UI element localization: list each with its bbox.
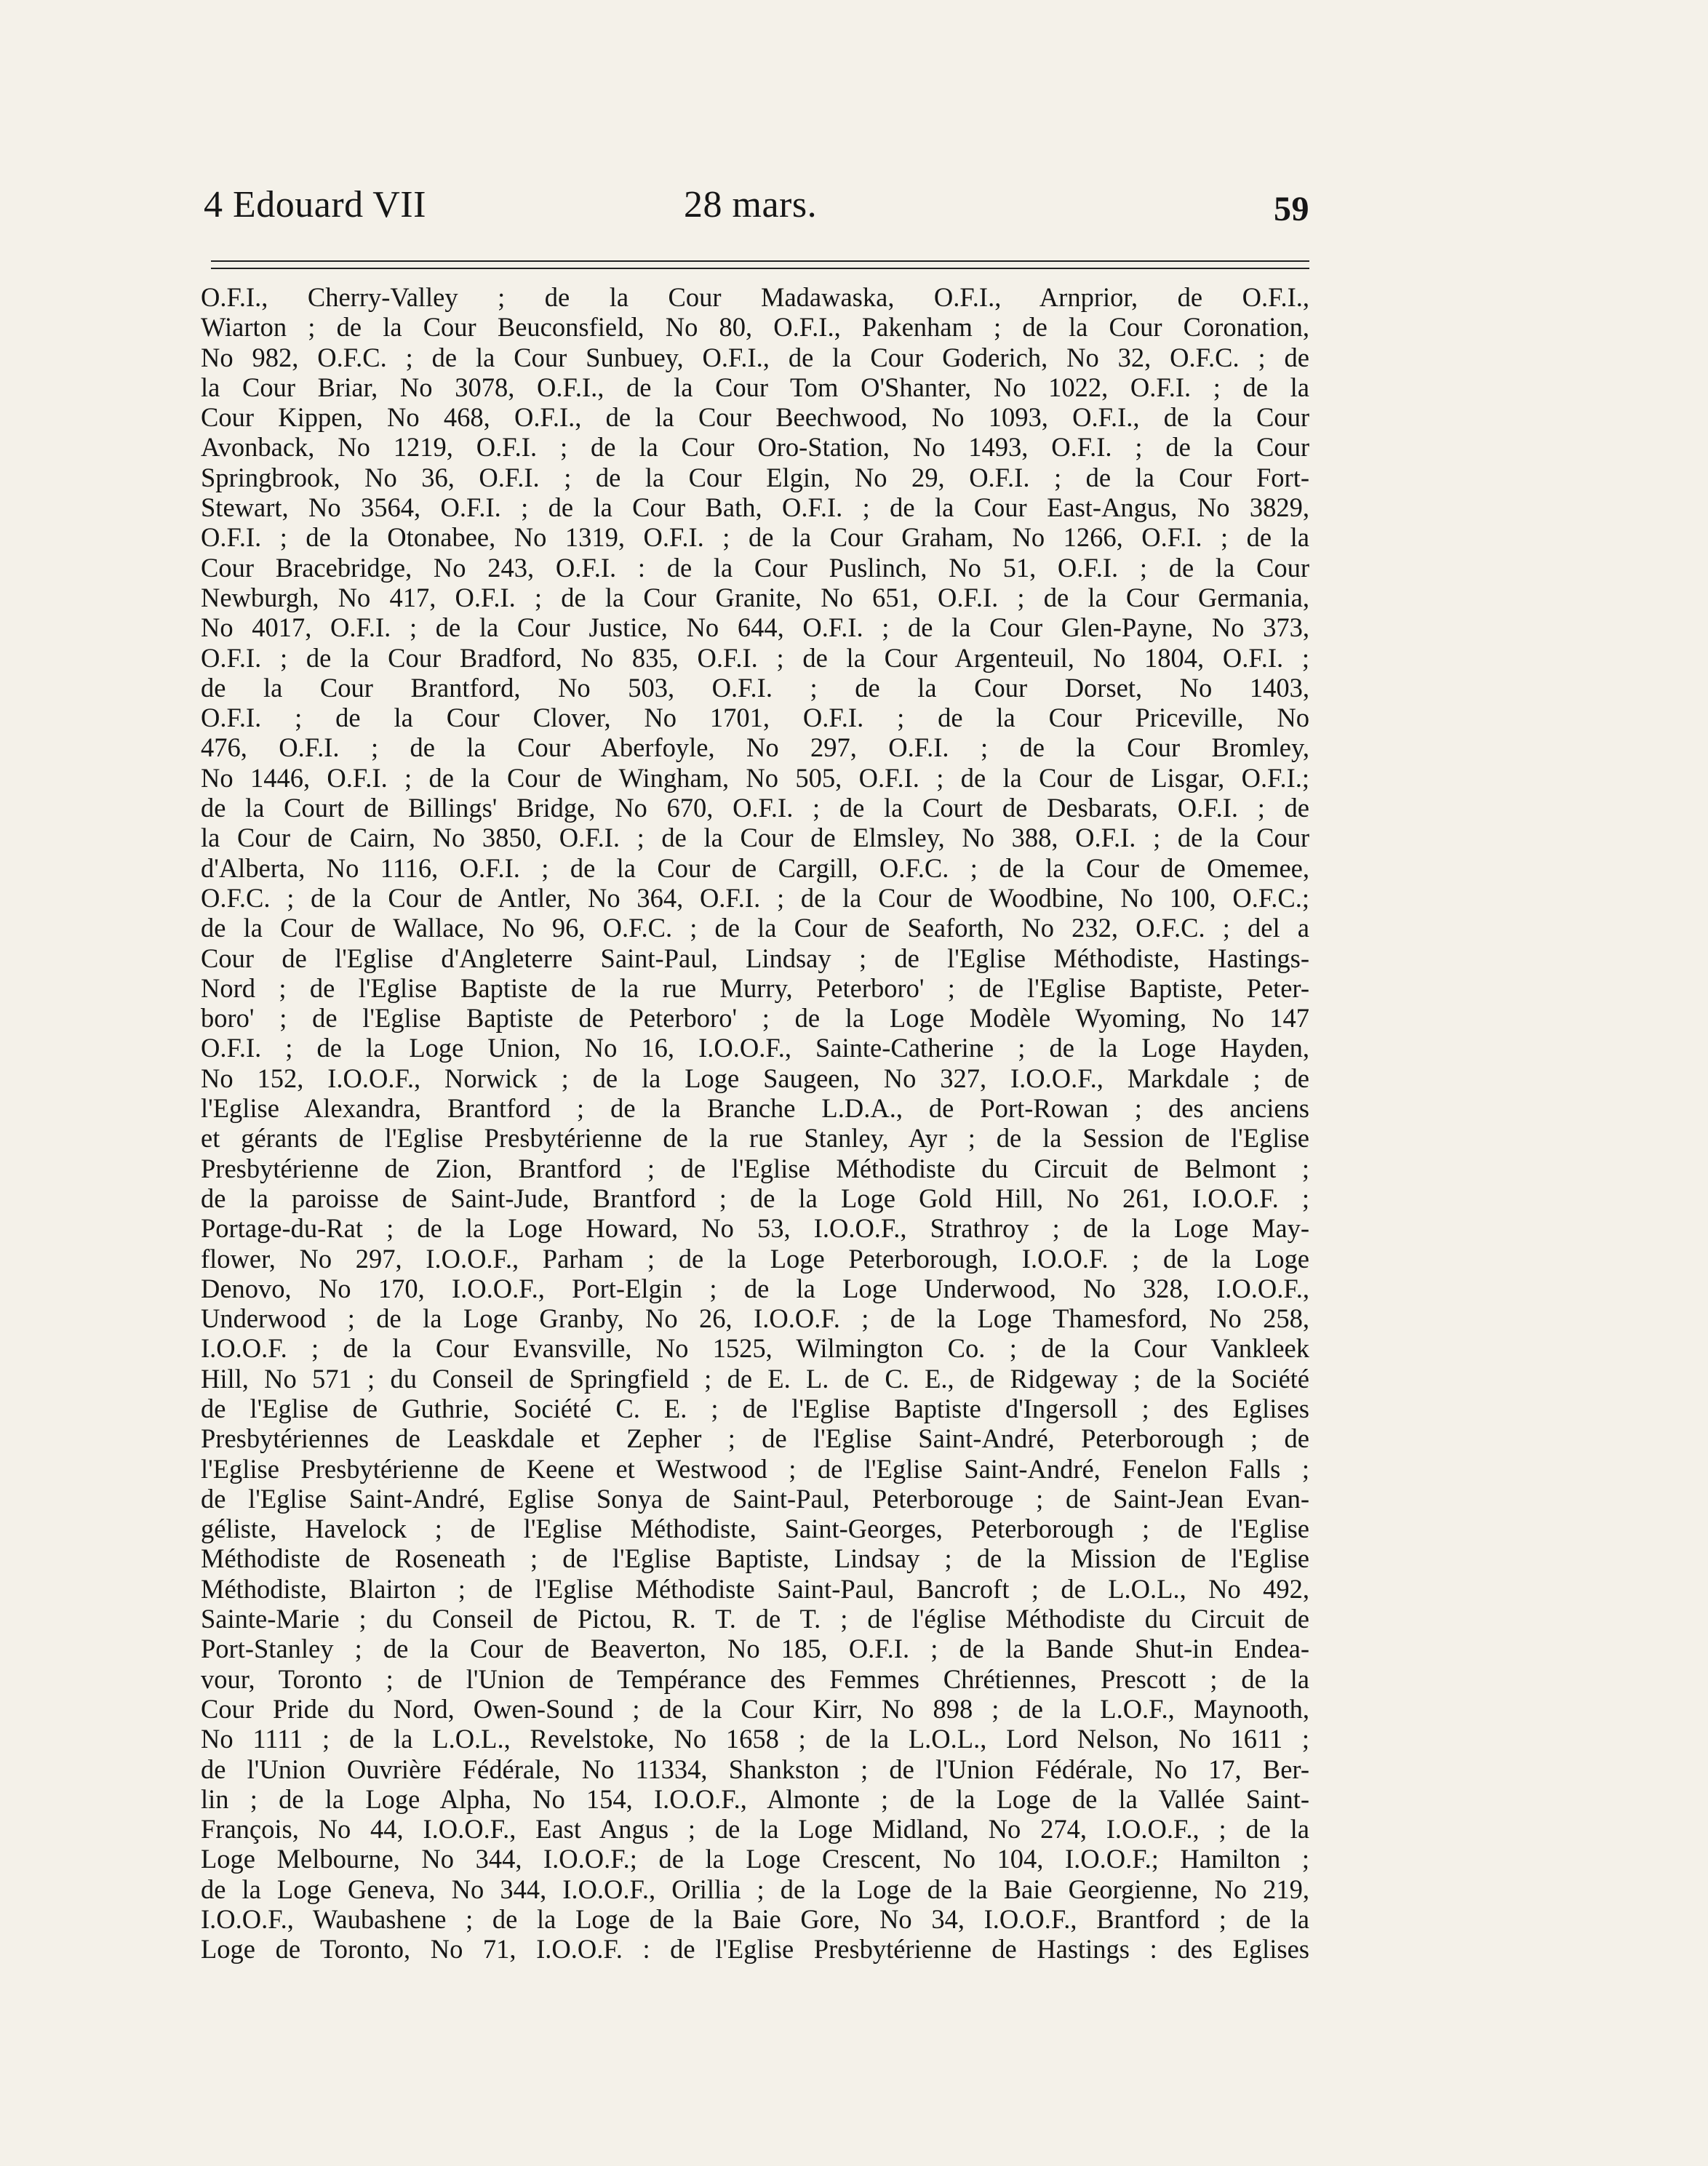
text-line: Loge Melbourne, No 344, I.O.O.F.; de la Loge Crescent, No 104, I.O.O.F.; Hamilton ; bbox=[201, 1844, 1309, 1874]
header-date: 28 mars. bbox=[684, 184, 818, 225]
text-line: la Cour Briar, No 3078, O.F.I., de la Cour Tom O'Shanter, No 1022, O.F.I. ; de la bbox=[201, 372, 1309, 402]
text-line: géliste, Havelock ; de l'Eglise Méthodiste, Saint-Georges, Peterborough ; de l'Eglise bbox=[201, 1514, 1309, 1544]
page-number: 59 bbox=[1274, 190, 1309, 228]
page-header bbox=[204, 183, 1309, 241]
text-line: de l'Union Ouvrière Fédérale, No 11334, Shankston ; de l'Union Fédérale, No 17, Ber- bbox=[201, 1754, 1309, 1784]
text-line: O.F.C. ; de la Cour de Antler, No 364, O.F.I. ; de la Cour de Woodbine, No 100, O.F.C.; bbox=[201, 882, 1309, 913]
text-line: No 152, I.O.O.F., Norwick ; de la Loge Saugeen, No 327, I.O.O.F., Markdale ; de bbox=[201, 1063, 1309, 1093]
text-line: No 4017, O.F.I. ; de la Cour Justice, No 644, O.F.I. ; de la Cour Glen-Payne, No 373, bbox=[201, 612, 1309, 643]
body-text bbox=[201, 282, 1309, 1965]
text-line: O.F.I., Cherry-Valley ; de la Cour Madawaska, O.F.I., Arnprior, de O.F.I., bbox=[201, 282, 1309, 312]
text-line: boro' ; de l'Eglise Baptiste de Peterboro' ; de la Loge Modèle Wyoming, No 147 bbox=[201, 1003, 1309, 1034]
text-line: No 1111 ; de la L.O.L., Revelstoke, No 1658 ; de la L.O.L., Lord Nelson, No 1611 ; bbox=[201, 1724, 1309, 1754]
text-line: Méthodiste de Roseneath ; de l'Eglise Baptiste, Lindsay ; de la Mission de l'Eglise bbox=[201, 1543, 1309, 1574]
text-line: de la Court de Billings' Bridge, No 670, O.F.I. ; de la Court de Desbarats, O.F.I. ; de bbox=[201, 793, 1309, 823]
text-line: et gérants de l'Eglise Presbytérienne de la rue Stanley, Ayr ; de la Session de l'Eglise bbox=[201, 1123, 1309, 1154]
text-line: de la Cour de Wallace, No 96, O.F.C. ; de la Cour de Seaforth, No 232, O.F.C. ; del a bbox=[201, 913, 1309, 943]
text-line: Sainte-Marie ; du Conseil de Pictou, R. T. de T. ; de l'église Méthodiste du Circuit de bbox=[201, 1604, 1309, 1634]
text-line: François, No 44, I.O.O.F., East Angus ; de la Loge Midland, No 274, I.O.O.F., ; de la bbox=[201, 1814, 1309, 1845]
text-line: Cour Bracebridge, No 243, O.F.I. : de la Cour Puslinch, No 51, O.F.I. ; de la Cour bbox=[201, 552, 1309, 583]
text-line: 476, O.F.I. ; de la Cour Aberfoyle, No 297, O.F.I. ; de la Cour Bromley, bbox=[201, 732, 1309, 763]
text-line: Presbytérienne de Zion, Brantford ; de l'Eglise Méthodiste du Circuit de Belmont ; bbox=[201, 1153, 1309, 1183]
text-line: lin ; de la Loge Alpha, No 154, I.O.O.F., Almonte ; de la Loge de la Vallée Saint- bbox=[201, 1783, 1309, 1814]
text-line: Avonback, No 1219, O.F.I. ; de la Cour Oro-Station, No 1493, O.F.I. ; de la Cour bbox=[201, 432, 1309, 463]
text-line: l'Eglise Presbytérienne de Keene et Westwood ; de l'Eglise Saint-André, Fenelon Falls ; bbox=[201, 1453, 1309, 1484]
text-line: I.O.O.F., Waubashene ; de la Loge de la Baie Gore, No 34, I.O.O.F., Brantford ; de la bbox=[201, 1904, 1309, 1935]
text-line: I.O.O.F. ; de la Cour Evansville, No 1525, Wilmington Co. ; de la Cour Vankleek bbox=[201, 1333, 1309, 1364]
text-line: Presbytériennes de Leaskdale et Zepher ; de l'Eglise Saint-André, Peterborough ; de bbox=[201, 1423, 1309, 1454]
text-line: Underwood ; de la Loge Granby, No 26, I.O.O.F. ; de la Loge Thamesford, No 258, bbox=[201, 1303, 1309, 1334]
text-line: Portage-du-Rat ; de la Loge Howard, No 53, I.O.O.F., Strathroy ; de la Loge May- bbox=[201, 1213, 1309, 1244]
text-line: O.F.I. ; de la Loge Union, No 16, I.O.O.F., Sainte-Catherine ; de la Loge Hayden, bbox=[201, 1033, 1309, 1063]
text-line: de la Cour Brantford, No 503, O.F.I. ; de la Cour Dorset, No 1403, bbox=[201, 672, 1309, 703]
text-line: Port-Stanley ; de la Cour de Beaverton, No 185, O.F.I. ; de la Bande Shut-in Endea- bbox=[201, 1634, 1309, 1664]
text-line: O.F.I. ; de la Cour Clover, No 1701, O.F.I. ; de la Cour Priceville, No bbox=[201, 703, 1309, 733]
text-line: Newburgh, No 417, O.F.I. ; de la Cour Granite, No 651, O.F.I. ; de la Cour Germania, bbox=[201, 582, 1309, 612]
text-line: de la Loge Geneva, No 344, I.O.O.F., Orillia ; de la Loge de la Baie Georgienne, No 219, bbox=[201, 1874, 1309, 1904]
text-line: de la paroisse de Saint-Jude, Brantford ; de la Loge Gold Hill, No 261, I.O.O.F. ; bbox=[201, 1183, 1309, 1213]
text-line: la Cour de Cairn, No 3850, O.F.I. ; de la Cour de Elmsley, No 388, O.F.I. ; de la Cour bbox=[201, 823, 1309, 853]
text-line: Méthodiste, Blairton ; de l'Eglise Méthodiste Saint-Paul, Bancroft ; de L.O.L., No 492, bbox=[201, 1573, 1309, 1604]
text-line: Loge de Toronto, No 71, I.O.O.F. : de l'Eglise Presbytérienne de Hastings : des Eglises bbox=[201, 1934, 1309, 1965]
text-line: vour, Toronto ; de l'Union de Tempérance des Femmes Chrétiennes, Prescott ; de la bbox=[201, 1663, 1309, 1694]
text-line: O.F.I. ; de la Otonabee, No 1319, O.F.I. ; de la Cour Graham, No 1266, O.F.I. ; de la bbox=[201, 522, 1309, 553]
text-line: No 1446, O.F.I. ; de la Cour de Wingham, No 505, O.F.I. ; de la Cour de Lisgar, O.F.I.; bbox=[201, 762, 1309, 793]
text-line: No 982, O.F.C. ; de la Cour Sunbuey, O.F.I., de la Cour Goderich, No 32, O.F.C. ; de bbox=[201, 342, 1309, 372]
text-line: Stewart, No 3564, O.F.I. ; de la Cour Bath, O.F.I. ; de la Cour East-Angus, No 3829, bbox=[201, 492, 1309, 523]
text-line: Cour Pride du Nord, Owen-Sound ; de la Cour Kirr, No 898 ; de la L.O.F., Maynooth, bbox=[201, 1693, 1309, 1724]
header-rule-top bbox=[211, 260, 1309, 262]
text-line: O.F.I. ; de la Cour Bradford, No 835, O.F.I. ; de la Cour Argenteuil, No 1804, O.F.I. ; bbox=[201, 642, 1309, 673]
header-rule-bottom bbox=[211, 268, 1309, 269]
header-session: 4 Edouard VII bbox=[204, 184, 426, 225]
text-line: l'Eglise Alexandra, Brantford ; de la Branche L.D.A., de Port-Rowan ; des anciens bbox=[201, 1093, 1309, 1124]
text-line: Springbrook, No 36, O.F.I. ; de la Cour Elgin, No 29, O.F.I. ; de la Cour Fort- bbox=[201, 462, 1309, 492]
text-line: Denovo, No 170, I.O.O.F., Port-Elgin ; de la Loge Underwood, No 328, I.O.O.F., bbox=[201, 1273, 1309, 1303]
text-line: de l'Eglise de Guthrie, Société C. E. ; de l'Eglise Baptiste d'Ingersoll ; des Eglises bbox=[201, 1393, 1309, 1423]
text-line: Nord ; de l'Eglise Baptiste de la rue Murry, Peterboro' ; de l'Eglise Baptiste, Peter- bbox=[201, 972, 1309, 1003]
text-line: Cour de l'Eglise d'Angleterre Saint-Paul, Lindsay ; de l'Eglise Méthodiste, Hastings- bbox=[201, 943, 1309, 973]
text-line: Wiarton ; de la Cour Beuconsfield, No 80, O.F.I., Pakenham ; de la Cour Coronation, bbox=[201, 312, 1309, 343]
text-line: d'Alberta, No 1116, O.F.I. ; de la Cour de Cargill, O.F.C. ; de la Cour de Omemee, bbox=[201, 852, 1309, 883]
text-line: de l'Eglise Saint-André, Eglise Sonya de Saint-Paul, Peterborouge ; de Saint-Jean Evan- bbox=[201, 1483, 1309, 1514]
text-line: flower, No 297, I.O.O.F., Parham ; de la Loge Peterborough, I.O.O.F. ; de la Loge bbox=[201, 1243, 1309, 1274]
text-line: Cour Kippen, No 468, O.F.I., de la Cour Beechwood, No 1093, O.F.I., de la Cour bbox=[201, 402, 1309, 433]
text-line: Hill, No 571 ; du Conseil de Springfield ; de E. L. de C. E., de Ridgeway ; de la Société bbox=[201, 1363, 1309, 1394]
